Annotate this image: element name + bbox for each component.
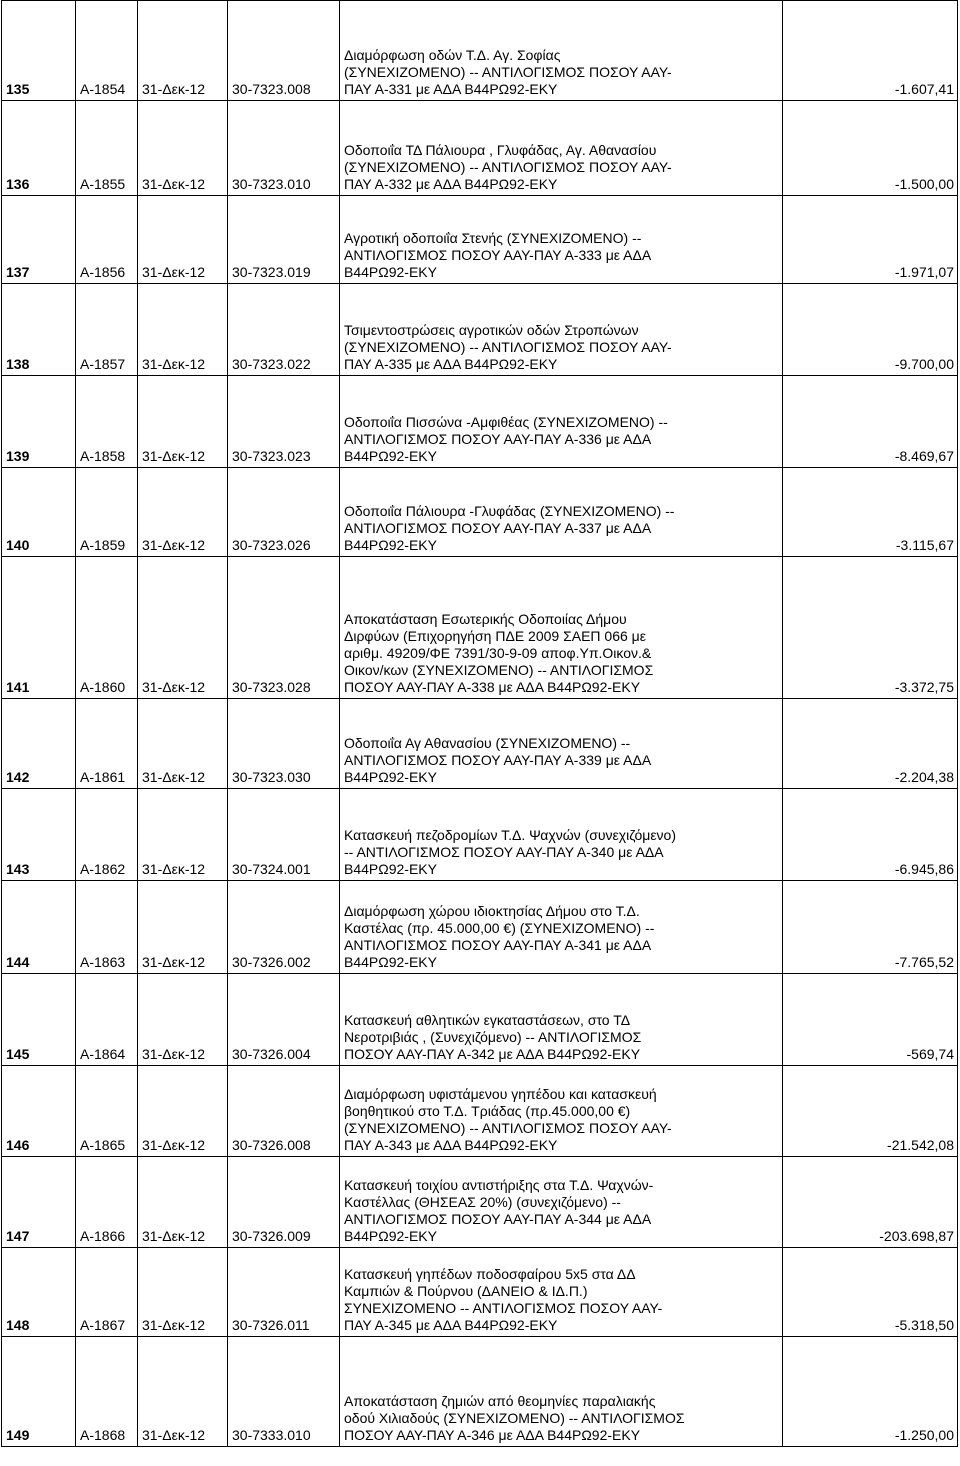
row-number: 145 xyxy=(2,974,76,1066)
table-row xyxy=(2,376,958,468)
entry-date: 31-Δεκ-12 xyxy=(138,974,228,1066)
table-row xyxy=(2,1248,958,1337)
reference-number: Α-1865 xyxy=(76,1066,138,1157)
description-line: (ΣΥΝΕΧΙΖΟΜΕΝΟ) -- ΑΝΤΙΛΟΓΙΣΜΟΣ ΠΟΣΟΥ ΑΑΥ- xyxy=(344,64,672,80)
reference-number: Α-1867 xyxy=(76,1248,138,1337)
entry-date: 31-Δεκ-12 xyxy=(138,881,228,974)
description xyxy=(340,1066,783,1157)
row-number: 135 xyxy=(2,1,76,101)
description-line: Οδοποιΐα Πάλιουρα -Γλυφάδας (ΣΥΝΕΧΙΖΟΜΕΝΟ) -- xyxy=(344,503,675,519)
table-row xyxy=(2,1,958,101)
description-line: ΠΑΥ Α-343 με ΑΔΑ Β44ΡΩ92-ΕΚΥ xyxy=(344,1137,558,1153)
description xyxy=(340,789,783,881)
description-line: Β44ΡΩ92-ΕΚΥ xyxy=(344,537,437,553)
entry-date: 31-Δεκ-12 xyxy=(138,1157,228,1248)
description xyxy=(340,974,783,1066)
description-line: Οδοποιΐα ΤΔ Πάλιουρα , Γλυφάδας, Αγ. Αθανασίου xyxy=(344,142,657,158)
table-row xyxy=(2,557,958,699)
table-row xyxy=(2,789,958,881)
entry-date: 31-Δεκ-12 xyxy=(138,557,228,699)
description-line: Καμπιών & Πούρνου (ΔΑΝΕΙΟ & ΙΔ.Π.) xyxy=(344,1283,588,1299)
amount: -3.372,75 xyxy=(783,557,958,699)
description-line: -- ΑΝΤΙΛΟΓΙΣΜΟΣ ΠΟΣΟΥ ΑΑΥ-ΠΑΥ Α-340 με ΑΔΑ xyxy=(344,844,664,860)
table-row xyxy=(2,101,958,196)
entry-date: 31-Δεκ-12 xyxy=(138,1337,228,1447)
account-code: 30-7326.008 xyxy=(228,1066,340,1157)
table-row xyxy=(2,196,958,284)
entry-date: 31-Δεκ-12 xyxy=(138,284,228,376)
description xyxy=(340,101,783,196)
description-line: ΠΑΥ Α-332 με ΑΔΑ Β44ΡΩ92-ΕΚΥ xyxy=(344,176,558,192)
description-line: Β44ΡΩ92-ΕΚΥ xyxy=(344,954,437,970)
description-line: Β44ΡΩ92-ΕΚΥ xyxy=(344,861,437,877)
description xyxy=(340,881,783,974)
description-line: ΠΑΥ Α-345 με ΑΔΑ Β44ΡΩ92-ΕΚΥ xyxy=(344,1317,558,1333)
description-line: ΠΟΣΟΥ ΑΑΥ-ΠΑΥ Α-346 με ΑΔΑ Β44ΡΩ92-ΕΚΥ xyxy=(344,1427,641,1443)
account-code: 30-7326.009 xyxy=(228,1157,340,1248)
amount: -3.115,67 xyxy=(783,468,958,557)
account-code: 30-7323.022 xyxy=(228,284,340,376)
table-row xyxy=(2,881,958,974)
account-code: 30-7326.002 xyxy=(228,881,340,974)
amount: -2.204,38 xyxy=(783,699,958,789)
description-line: ΠΑΥ Α-335 με ΑΔΑ Β44ΡΩ92-ΕΚΥ xyxy=(344,356,558,372)
entry-date: 31-Δεκ-12 xyxy=(138,376,228,468)
description-line: (ΣΥΝΕΧΙΖΟΜΕΝΟ) -- ΑΝΤΙΛΟΓΙΣΜΟΣ ΠΟΣΟΥ ΑΑΥ- xyxy=(344,339,672,355)
amount: -1.500,00 xyxy=(783,101,958,196)
description-line: Β44ΡΩ92-ΕΚΥ xyxy=(344,1228,437,1244)
description xyxy=(340,284,783,376)
entry-date: 31-Δεκ-12 xyxy=(138,1,228,101)
description-line: Αποκατάσταση Εσωτερικής Οδοποιίας Δήμου xyxy=(344,611,627,627)
reference-number: Α-1868 xyxy=(76,1337,138,1447)
reference-number: Α-1863 xyxy=(76,881,138,974)
reference-number: Α-1855 xyxy=(76,101,138,196)
description xyxy=(340,1157,783,1248)
description-line: Αγροτική οδοποιΐα Στενής (ΣΥΝΕΧΙΖΟΜΕΝΟ) -- xyxy=(344,230,642,246)
reference-number: Α-1857 xyxy=(76,284,138,376)
amount: -6.945,86 xyxy=(783,789,958,881)
reference-number: Α-1860 xyxy=(76,557,138,699)
row-number: 141 xyxy=(2,557,76,699)
description-line: Νεροτριβιάς , (Συνεχιζόμενο) -- ΑΝΤΙΛΟΓΙΣΜΟΣ xyxy=(344,1029,642,1045)
description-line: Οδοποιΐα Πισσώνα -Αμφιθέας (ΣΥΝΕΧΙΖΟΜΕΝΟ) -- xyxy=(344,414,668,430)
description-line: Β44ΡΩ92-ΕΚΥ xyxy=(344,448,437,464)
description-line: βοηθητικού στο Τ.Δ. Τριάδας (πρ.45.000,00 €) xyxy=(344,1103,631,1119)
description-line: οδού Χιλιαδούς (ΣΥΝΕΧΙΖΟΜΕΝΟ) -- ΑΝΤΙΛΟΓΙΣΜΟΣ xyxy=(344,1410,685,1426)
description-line: Κατασκευή πεζοδρομίων Τ.Δ. Ψαχνών (συνεχιζόμενο) xyxy=(344,827,677,843)
description xyxy=(340,468,783,557)
account-code: 30-7323.019 xyxy=(228,196,340,284)
amount: -5.318,50 xyxy=(783,1248,958,1337)
description xyxy=(340,699,783,789)
description-line: Τσιμεντοστρώσεις αγροτικών οδών Στροπώνων xyxy=(344,322,639,338)
table-row xyxy=(2,1066,958,1157)
table-row xyxy=(2,1157,958,1248)
table-row xyxy=(2,699,958,789)
reference-number: Α-1858 xyxy=(76,376,138,468)
amount: -1.250,00 xyxy=(783,1337,958,1447)
description-line: αριθμ. 49209/ΦΕ 7391/30-9-09 αποφ.Υπ.Οικον.& xyxy=(344,645,652,661)
row-number: 142 xyxy=(2,699,76,789)
description xyxy=(340,557,783,699)
description-line: Β44ΡΩ92-ΕΚΥ xyxy=(344,769,437,785)
description-line: Καστέλλας (ΘΗΣΕΑΣ 20%) (συνεχιζόμενο) -- xyxy=(344,1194,621,1210)
amount: -1.607,41 xyxy=(783,1,958,101)
description-line: Διαμόρφωση χώρου ιδιοκτησίας Δήμου στο Τ.Δ. xyxy=(344,903,640,919)
account-code: 30-7323.028 xyxy=(228,557,340,699)
description-line: ΠΟΣΟΥ ΑΑΥ-ΠΑΥ Α-338 με ΑΔΑ Β44ΡΩ92-ΕΚΥ xyxy=(344,679,641,695)
account-code: 30-7323.030 xyxy=(228,699,340,789)
entry-date: 31-Δεκ-12 xyxy=(138,1066,228,1157)
description-line: ΠΑΥ Α-331 με ΑΔΑ Β44ΡΩ92-ΕΚΥ xyxy=(344,81,558,97)
description-line: ΑΝΤΙΛΟΓΙΣΜΟΣ ΠΟΣΟΥ ΑΑΥ-ΠΑΥ Α-337 με ΑΔΑ xyxy=(344,520,652,536)
row-number: 144 xyxy=(2,881,76,974)
description-line: Διαμόρφωση υφιστάμενου γηπέδου και κατασκευή xyxy=(344,1086,657,1102)
reference-number: Α-1859 xyxy=(76,468,138,557)
description-line: Διρφύων (Επιχορηγήση ΠΔΕ 2009 ΣΑΕΠ 066 με xyxy=(344,628,646,644)
description-line: Αποκατάσταση ζημιών από θεομηνίες παραλιακής xyxy=(344,1393,656,1409)
amount: -203.698,87 xyxy=(783,1157,958,1248)
account-code: 30-7323.026 xyxy=(228,468,340,557)
reference-number: Α-1856 xyxy=(76,196,138,284)
account-code: 30-7323.023 xyxy=(228,376,340,468)
entry-date: 31-Δεκ-12 xyxy=(138,699,228,789)
amount: -1.971,07 xyxy=(783,196,958,284)
description xyxy=(340,1337,783,1447)
entry-date: 31-Δεκ-12 xyxy=(138,789,228,881)
description-line: Κατασκευή αθλητικών εγκαταστάσεων, στο ΤΔ xyxy=(344,1012,631,1028)
description-line: ΑΝΤΙΛΟΓΙΣΜΟΣ ΠΟΣΟΥ ΑΑΥ-ΠΑΥ Α-336 με ΑΔΑ xyxy=(344,431,652,447)
table-row xyxy=(2,284,958,376)
description-line: Καστέλας (πρ. 45.000,00 €) (ΣΥΝΕΧΙΖΟΜΕΝΟ) -- xyxy=(344,920,655,936)
amount: -7.765,52 xyxy=(783,881,958,974)
description-line: Κατασκευή τοιχίου αντιστήριξης στα Τ.Δ. Ψαχνών- xyxy=(344,1177,654,1193)
description-line: ΑΝΤΙΛΟΓΙΣΜΟΣ ΠΟΣΟΥ ΑΑΥ-ΠΑΥ Α-339 με ΑΔΑ xyxy=(344,752,652,768)
reference-number: Α-1866 xyxy=(76,1157,138,1248)
account-code: 30-7324.001 xyxy=(228,789,340,881)
row-number: 139 xyxy=(2,376,76,468)
description xyxy=(340,376,783,468)
account-code: 30-7333.010 xyxy=(228,1337,340,1447)
row-number: 149 xyxy=(2,1337,76,1447)
entry-date: 31-Δεκ-12 xyxy=(138,1248,228,1337)
row-number: 148 xyxy=(2,1248,76,1337)
reference-number: Α-1864 xyxy=(76,974,138,1066)
row-number: 138 xyxy=(2,284,76,376)
account-code: 30-7323.008 xyxy=(228,1,340,101)
reference-number: Α-1854 xyxy=(76,1,138,101)
description-line: Διαμόρφωση οδών Τ.Δ. Αγ. Σοφίας xyxy=(344,47,561,63)
description-line: Κατασκευή γηπέδων ποδοσφαίρου 5x5 στα ΔΔ xyxy=(344,1266,636,1282)
amount: -569,74 xyxy=(783,974,958,1066)
row-number: 143 xyxy=(2,789,76,881)
description-line: ΠΟΣΟΥ ΑΑΥ-ΠΑΥ Α-342 με ΑΔΑ Β44ΡΩ92-ΕΚΥ xyxy=(344,1046,641,1062)
account-code: 30-7326.011 xyxy=(228,1248,340,1337)
table-row xyxy=(2,974,958,1066)
row-number: 137 xyxy=(2,196,76,284)
description-line: ΑΝΤΙΛΟΓΙΣΜΟΣ ΠΟΣΟΥ ΑΑΥ-ΠΑΥ Α-341 με ΑΔΑ xyxy=(344,937,652,953)
description-line: ΑΝΤΙΛΟΓΙΣΜΟΣ ΠΟΣΟΥ ΑΑΥ-ΠΑΥ Α-344 με ΑΔΑ xyxy=(344,1211,652,1227)
amount: -21.542,08 xyxy=(783,1066,958,1157)
reference-number: Α-1861 xyxy=(76,699,138,789)
account-code: 30-7323.010 xyxy=(228,101,340,196)
entry-date: 31-Δεκ-12 xyxy=(138,101,228,196)
table-row xyxy=(2,1337,958,1447)
description xyxy=(340,196,783,284)
description-line: (ΣΥΝΕΧΙΖΟΜΕΝΟ) -- ΑΝΤΙΛΟΓΙΣΜΟΣ ΠΟΣΟΥ ΑΑΥ- xyxy=(344,1120,672,1136)
description-line: Β44ΡΩ92-ΕΚΥ xyxy=(344,264,437,280)
entry-date: 31-Δεκ-12 xyxy=(138,468,228,557)
entry-date: 31-Δεκ-12 xyxy=(138,196,228,284)
description-line: ΣΥΝΕΧΙΖΟΜΕΝΟ -- ΑΝΤΙΛΟΓΙΣΜΟΣ ΠΟΣΟΥ ΑΑΥ- xyxy=(344,1300,663,1316)
description xyxy=(340,1248,783,1337)
row-number: 147 xyxy=(2,1157,76,1248)
table-row xyxy=(2,468,958,557)
amount: -9.700,00 xyxy=(783,284,958,376)
reference-number: Α-1862 xyxy=(76,789,138,881)
amount: -8.469,67 xyxy=(783,376,958,468)
description-line: Οδοποιΐα Αγ Αθανασίου (ΣΥΝΕΧΙΖΟΜΕΝΟ) -- xyxy=(344,735,631,751)
row-number: 136 xyxy=(2,101,76,196)
ledger-table xyxy=(1,0,958,1447)
row-number: 140 xyxy=(2,468,76,557)
description-line: Οικον/κων (ΣΥΝΕΧΙΖΟΜΕΝΟ) -- ΑΝΤΙΛΟΓΙΣΜΟΣ xyxy=(344,662,654,678)
ledger-body xyxy=(2,1,958,1447)
description-line: (ΣΥΝΕΧΙΖΟΜΕΝΟ) -- ΑΝΤΙΛΟΓΙΣΜΟΣ ΠΟΣΟΥ ΑΑΥ- xyxy=(344,159,672,175)
row-number: 146 xyxy=(2,1066,76,1157)
description xyxy=(340,1,783,101)
description-line: ΑΝΤΙΛΟΓΙΣΜΟΣ ΠΟΣΟΥ ΑΑΥ-ΠΑΥ Α-333 με ΑΔΑ xyxy=(344,247,652,263)
account-code: 30-7326.004 xyxy=(228,974,340,1066)
